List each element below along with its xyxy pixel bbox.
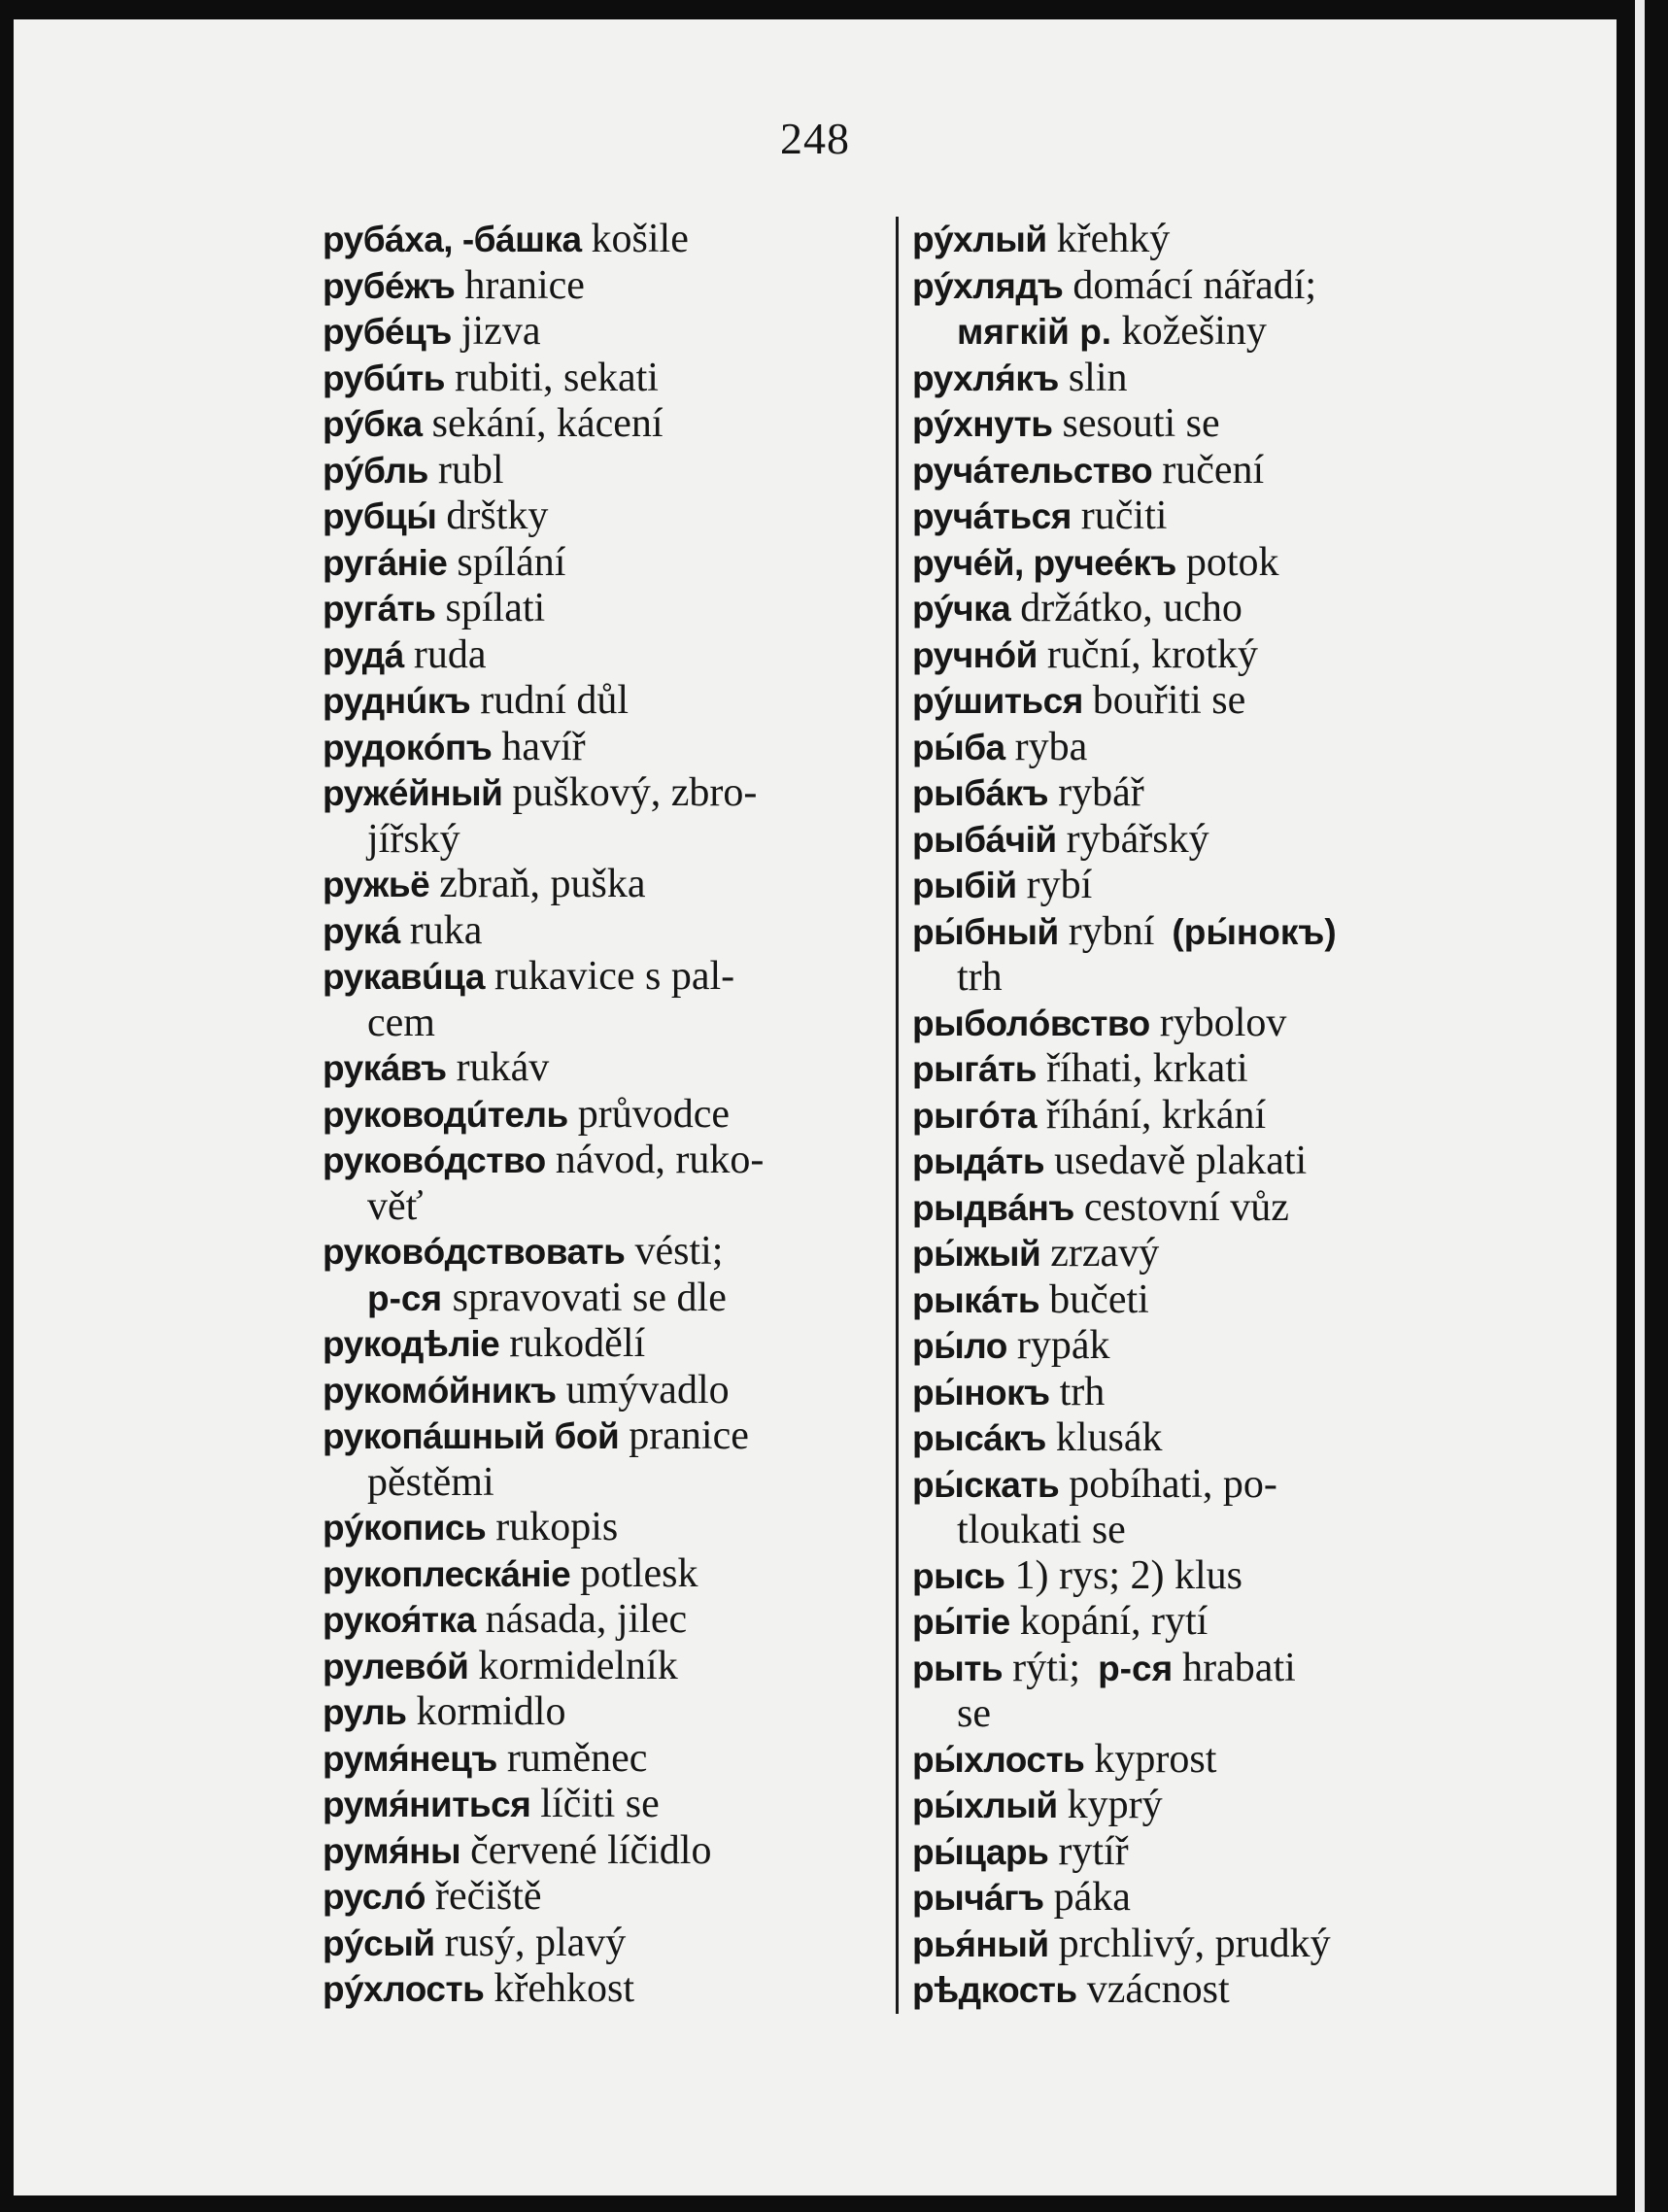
translation: červené líčidlo xyxy=(470,1827,712,1873)
headword: ружéйный xyxy=(323,773,503,813)
translation: páka xyxy=(1053,1875,1131,1920)
headword: руковóдство xyxy=(323,1140,546,1180)
headword: рубцы́ xyxy=(323,496,437,536)
translation: jizva xyxy=(460,309,541,354)
translation: usedavě plakati xyxy=(1054,1139,1308,1183)
headword: руль xyxy=(323,1692,407,1732)
translation: bouřiti se xyxy=(1092,678,1246,723)
dictionary-entry xyxy=(912,1001,1495,1047)
continuation-text: věť xyxy=(367,1183,424,1229)
dictionary-entry xyxy=(323,770,896,862)
translation: cestovní vůz xyxy=(1083,1184,1289,1230)
entry-continuation xyxy=(912,955,1495,1001)
translation: rybář xyxy=(1058,770,1144,815)
entry-continuation xyxy=(323,1276,896,1322)
translation: rybní xyxy=(1068,908,1155,954)
dictionary-entry xyxy=(912,586,1495,632)
translation: kormidelník xyxy=(478,1643,678,1688)
headword: ры́царь xyxy=(912,1831,1049,1872)
translation: potok xyxy=(1185,539,1279,585)
dictionary-entry xyxy=(323,1689,896,1736)
headword: руднúкъ xyxy=(323,681,471,721)
dictionary-entry xyxy=(912,540,1495,587)
translation: rukáv xyxy=(456,1045,550,1090)
dictionary-entry xyxy=(323,263,896,310)
headword: ры́скать xyxy=(912,1464,1060,1505)
dictionary-entry xyxy=(912,1046,1495,1093)
dictionary-entry xyxy=(323,862,896,908)
translation: kyprost xyxy=(1094,1736,1217,1782)
entry-continuation xyxy=(912,309,1495,356)
dictionary-entry xyxy=(323,1505,896,1551)
translation: 1) rys; 2) klus xyxy=(1014,1552,1243,1598)
translation: rukopis xyxy=(495,1505,619,1549)
dictionary-entry xyxy=(323,632,896,679)
headword: рыгáть xyxy=(912,1049,1038,1089)
translation: líčiti se xyxy=(540,1782,660,1826)
translation: křehkost xyxy=(494,1966,634,2011)
translation: sesouti se xyxy=(1062,401,1220,446)
dictionary-entry xyxy=(323,493,896,540)
headword: рыболóвство xyxy=(912,1003,1150,1043)
entry-continuation xyxy=(912,1691,1495,1737)
headword: рýкопись xyxy=(323,1508,487,1548)
translation: potlesk xyxy=(580,1550,698,1596)
dictionary-entry xyxy=(912,1415,1495,1462)
translation: rukavice s pal- xyxy=(494,954,735,999)
dictionary-entry xyxy=(323,1321,896,1368)
translation: ručení xyxy=(1162,447,1265,493)
dictionary-entry xyxy=(323,908,896,955)
headword: рыбій xyxy=(912,866,1017,905)
headword: ружьё xyxy=(323,865,430,904)
translation: prchlivý, prudký xyxy=(1058,1921,1331,1966)
dictionary-entry xyxy=(323,725,896,771)
dictionary-entry xyxy=(912,1646,1495,1737)
left-column xyxy=(323,217,896,2013)
translation: průvodce xyxy=(577,1091,731,1137)
dictionary-entry xyxy=(912,817,1495,864)
headword: руслó xyxy=(323,1877,426,1917)
translation: rubl xyxy=(437,447,504,493)
headword: рья́ный xyxy=(912,1923,1049,1964)
headword: рубéцъ xyxy=(323,312,452,352)
headword: рѣдкость xyxy=(912,1970,1077,2010)
dictionary-entry xyxy=(912,1737,1495,1784)
translation: rypák xyxy=(1016,1323,1110,1368)
headword: рыть xyxy=(912,1648,1004,1688)
translation: pranice xyxy=(629,1413,749,1458)
translation: pobíhati, po- xyxy=(1069,1461,1277,1507)
dictionary-entry xyxy=(912,1599,1495,1646)
headword: рукáвъ xyxy=(323,1048,447,1088)
translation: kormidlo xyxy=(416,1689,566,1734)
translation: zbraň, puška xyxy=(439,862,646,906)
entry-continuation xyxy=(323,1460,896,1506)
dictionary-entry xyxy=(323,1644,896,1690)
dictionary-entry xyxy=(912,1553,1495,1600)
translation: zrzavý xyxy=(1050,1231,1160,1276)
translation: křehký xyxy=(1056,217,1171,261)
headword: рухля́къ xyxy=(912,357,1059,398)
translation: slin xyxy=(1068,355,1128,400)
continuation-text: pěstěmi xyxy=(367,1459,494,1505)
continuation-text: cem xyxy=(367,1000,435,1045)
dictionary-entry xyxy=(912,1967,1495,2014)
headword: рысáкъ xyxy=(912,1418,1046,1458)
dictionary-entry xyxy=(323,401,896,448)
headword: румя́нецъ xyxy=(323,1738,497,1779)
dictionary-entry xyxy=(912,1277,1495,1324)
dictionary-entry xyxy=(912,1231,1495,1277)
dictionary-entry xyxy=(912,1139,1495,1185)
headword: рубúть xyxy=(323,357,446,398)
translation: vzácnost xyxy=(1086,1967,1230,2012)
translation: puškový, zbro- xyxy=(512,770,758,815)
dictionary-page xyxy=(14,19,1617,2195)
translation: spílati xyxy=(445,586,546,630)
translation: rybolov xyxy=(1159,1000,1287,1045)
translation: držátko, ucho xyxy=(1020,586,1242,630)
headword: рýхлядъ xyxy=(912,265,1064,306)
headword: рулевóй xyxy=(323,1646,469,1686)
headword: рукомóйникъ xyxy=(323,1370,557,1411)
dictionary-entry xyxy=(912,1462,1495,1553)
headword: ры́хлый xyxy=(912,1786,1058,1825)
dictionary-entry xyxy=(912,356,1495,402)
headword: рубáха, -бáшка xyxy=(323,220,582,259)
continuation-text: trh xyxy=(957,955,1003,1000)
translation: trh xyxy=(1059,1369,1106,1414)
entry-continuation xyxy=(912,1508,1495,1553)
translation: ryba xyxy=(1014,724,1088,769)
headword: рыбáчій xyxy=(912,819,1057,860)
dictionary-entry xyxy=(912,1783,1495,1829)
translation: rubiti, sekati xyxy=(455,355,659,400)
headword: рýчка xyxy=(912,589,1011,629)
headword: ры́жый xyxy=(912,1234,1041,1274)
translation: řečiště xyxy=(434,1874,542,1919)
continuation-text: spravovati se dle xyxy=(452,1275,727,1320)
dictionary-entry xyxy=(323,1045,896,1092)
headword: рубéжъ xyxy=(323,265,456,306)
headword: рыдвáнъ xyxy=(912,1187,1074,1228)
translation: rýti; xyxy=(1012,1645,1081,1690)
translation: ruční, krotký xyxy=(1046,631,1258,677)
dictionary-entry xyxy=(323,1597,896,1644)
headword: рýбль xyxy=(323,450,428,491)
headword: ругáніе xyxy=(323,542,448,583)
translation: vésti; xyxy=(634,1229,724,1274)
headword: румя́ны xyxy=(323,1830,461,1871)
continuation-text: kožešiny xyxy=(1121,309,1267,354)
headword: рýбка xyxy=(323,404,423,444)
dictionary-entry xyxy=(323,1921,896,1967)
headword: рудокóпъ xyxy=(323,727,493,767)
dictionary-entry xyxy=(323,1368,896,1414)
headword: ры́ло xyxy=(912,1326,1007,1366)
dictionary-entry xyxy=(912,863,1495,909)
translation: rudní důl xyxy=(480,678,630,723)
headword: ругáть xyxy=(323,589,436,629)
dictionary-entry xyxy=(912,725,1495,771)
dictionary-entry xyxy=(912,263,1495,356)
headword: рычáгъ xyxy=(912,1878,1044,1918)
dictionary-entry xyxy=(323,586,896,632)
headword: рýхнуть xyxy=(912,404,1053,444)
translation: sekání, kácení xyxy=(431,401,664,446)
headword: рыгóта xyxy=(912,1095,1037,1136)
headword: рукодѣліе xyxy=(323,1324,500,1364)
dictionary-entry xyxy=(912,493,1495,540)
headword: румя́ниться xyxy=(323,1785,531,1824)
dictionary-entry xyxy=(323,1782,896,1828)
dictionary-entry xyxy=(912,1922,1495,1968)
headword: ручáтельство xyxy=(912,450,1153,491)
entry-continuation xyxy=(323,817,896,863)
headword: рукоплескáніе xyxy=(323,1553,571,1594)
headword: рукопáшный бой xyxy=(323,1416,620,1456)
sub-headword: мягкій р. xyxy=(957,312,1112,352)
dictionary-entry xyxy=(912,448,1495,494)
page-number: 248 xyxy=(780,114,850,163)
headword: рукá xyxy=(323,910,400,951)
continuation-text: se xyxy=(957,1691,991,1736)
dictionary-entry xyxy=(323,356,896,402)
dictionary-entry xyxy=(912,1829,1495,1876)
translation: rybářský xyxy=(1066,816,1209,862)
dictionary-entry xyxy=(323,1874,896,1921)
headword: рýшиться xyxy=(912,681,1083,721)
headword: рыбáкъ xyxy=(912,773,1049,813)
translation: rytíř xyxy=(1058,1828,1129,1874)
dictionary-entry xyxy=(323,1138,896,1229)
headword: рыдáть xyxy=(912,1141,1045,1181)
dictionary-entry xyxy=(323,1966,896,2013)
translation: rukodělí xyxy=(509,1321,646,1366)
translation: hranice xyxy=(464,262,585,308)
headword: рукоя́тка xyxy=(323,1600,476,1640)
dictionary-entry xyxy=(323,954,896,1045)
headword: ры́ба xyxy=(912,727,1005,767)
page-edge-strip xyxy=(1635,0,1645,2212)
translation: návod, ruko- xyxy=(555,1138,765,1182)
headword: рысь xyxy=(912,1555,1005,1596)
dictionary-entry xyxy=(912,1093,1495,1140)
translation: násada, jilec xyxy=(485,1597,688,1642)
headword: руковóдствовать xyxy=(323,1232,626,1272)
dictionary-entry xyxy=(323,1413,896,1505)
dictionary-entry xyxy=(912,1185,1495,1232)
headword: рыкáть xyxy=(912,1279,1040,1320)
translation: ruda xyxy=(413,631,487,677)
translation: bučeti xyxy=(1049,1276,1149,1322)
dictionary-entry xyxy=(323,1828,896,1875)
sub-headword: р-ся xyxy=(367,1277,443,1318)
translation: havíř xyxy=(501,724,586,769)
headword: рýсый xyxy=(323,1923,435,1963)
headword: ручáться xyxy=(912,496,1072,536)
translation: kyprý xyxy=(1067,1783,1163,1827)
dictionary-entry xyxy=(323,1736,896,1783)
entry-continuation xyxy=(323,1001,896,1046)
continuation-text: jířský xyxy=(367,816,460,862)
headword: руководúтель xyxy=(323,1094,568,1135)
translation: domácí nářadí; xyxy=(1072,262,1317,308)
translation: říhati, krkati xyxy=(1046,1046,1248,1091)
dictionary-entry xyxy=(912,1323,1495,1370)
sub-headword: (ры́нокъ) xyxy=(1172,911,1337,952)
translation: ručiti xyxy=(1080,493,1168,538)
translation: umývadlo xyxy=(565,1367,730,1412)
right-column xyxy=(896,217,1495,2014)
translation: košile xyxy=(591,217,689,261)
translation: říhání, krkání xyxy=(1045,1092,1267,1138)
sub-translation: hrabati xyxy=(1182,1645,1296,1690)
translation: rybí xyxy=(1026,863,1093,907)
dictionary-entry xyxy=(912,909,1495,1001)
dictionary-entry xyxy=(912,1875,1495,1922)
dictionary-entry xyxy=(323,448,896,494)
headword: ры́бный xyxy=(912,911,1059,952)
dictionary-entry xyxy=(912,217,1495,263)
headword: рýхлый xyxy=(912,220,1047,259)
dictionary-entry xyxy=(323,309,896,356)
dictionary-entry xyxy=(323,1229,896,1321)
headword: ручнóй xyxy=(912,634,1038,675)
translation: drštky xyxy=(446,493,549,538)
dictionary-entry xyxy=(323,678,896,725)
dictionary-entry xyxy=(323,1092,896,1139)
dictionary-entry xyxy=(912,632,1495,679)
dictionary-entry xyxy=(912,401,1495,448)
dictionary-entry xyxy=(323,217,896,263)
dictionary-entry xyxy=(323,1551,896,1598)
headword: ры́нокъ xyxy=(912,1372,1050,1412)
headword: рудá xyxy=(323,634,404,675)
translation: kopání, rytí xyxy=(1019,1599,1208,1644)
dictionary-entry xyxy=(912,1370,1495,1416)
headword: ры́хлость xyxy=(912,1739,1085,1780)
entry-continuation xyxy=(323,1184,896,1230)
continuation-text: tloukati se xyxy=(957,1508,1126,1552)
translation: rusý, plavý xyxy=(444,1920,627,1965)
dictionary-entry xyxy=(912,678,1495,725)
translation: spílání xyxy=(457,539,566,585)
headword: ры́тіе xyxy=(912,1602,1010,1642)
translation: klusák xyxy=(1055,1415,1163,1460)
dictionary-entry xyxy=(912,770,1495,817)
headword: рукавúца xyxy=(323,957,485,997)
translation: ruměnec xyxy=(506,1735,648,1781)
headword: ручéй, ручеéкъ xyxy=(912,542,1176,583)
translation: ruka xyxy=(409,907,483,953)
sub-headword: р-ся xyxy=(1098,1648,1174,1688)
headword: рýхлость xyxy=(323,1969,485,2009)
dictionary-entry xyxy=(323,540,896,587)
